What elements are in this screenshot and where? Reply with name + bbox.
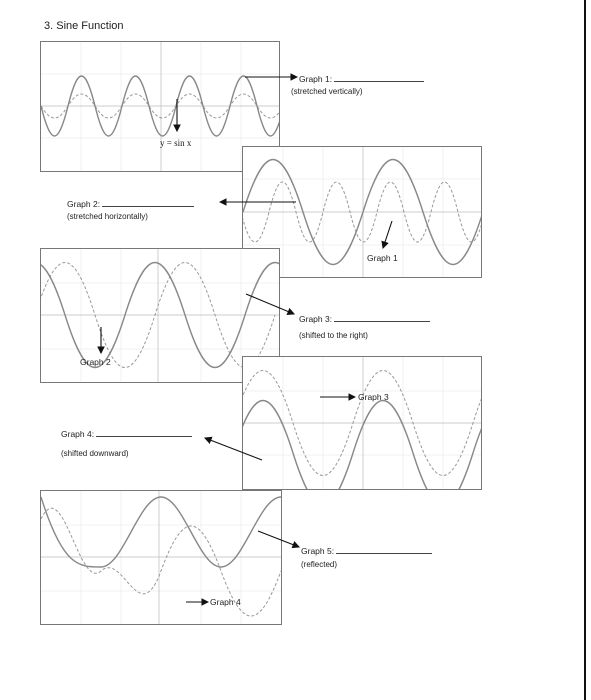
hint-graph-3: (shifted to the right) (299, 331, 368, 340)
prompt-graph-3-label: Graph 3: (299, 314, 333, 324)
prompt-graph-3 (299, 313, 430, 324)
prompt-graph-5-label: Graph 5: (301, 546, 335, 556)
annotation-graph-2: Graph 2 (80, 357, 111, 367)
answer-blank-graph-5[interactable] (336, 545, 432, 554)
plot-4-svg (243, 357, 481, 489)
plot-5-svg (41, 491, 281, 624)
hint-graph-1: (stretched vertically) (291, 87, 363, 96)
prompt-graph-4-label: Graph 4: (61, 429, 95, 439)
prompt-graph-4 (61, 428, 192, 439)
prompt-graph-5 (301, 545, 432, 556)
section-heading: 3. Sine Function (44, 20, 124, 32)
answer-blank-graph-2[interactable] (102, 198, 194, 207)
curve-graph-4 (243, 401, 481, 490)
answer-blank-graph-3[interactable] (334, 313, 430, 322)
prompt-graph-2 (67, 198, 194, 209)
plot-graph-4 (242, 356, 482, 490)
annotation-graph-1: Graph 1 (367, 253, 398, 263)
hint-graph-5: (reflected) (301, 560, 338, 569)
hint-graph-2: (stretched horizontally) (67, 212, 148, 221)
hint-graph-4: (shifted downward) (61, 449, 129, 458)
prompt-graph-1 (299, 73, 424, 84)
curve-graph-5 (41, 497, 281, 567)
label-y-sin-x: y = sin x (160, 138, 192, 148)
plot-graph-5 (40, 490, 282, 625)
annotation-graph-4: Graph 4 (210, 597, 241, 607)
prompt-graph-1-label: Graph 1: (299, 74, 333, 84)
prompt-graph-2-label: Graph 2: (67, 199, 101, 209)
answer-blank-graph-4[interactable] (96, 428, 192, 437)
annotation-graph-3: Graph 3 (358, 392, 389, 402)
answer-blank-graph-1[interactable] (334, 73, 424, 82)
page-edge (584, 0, 586, 700)
